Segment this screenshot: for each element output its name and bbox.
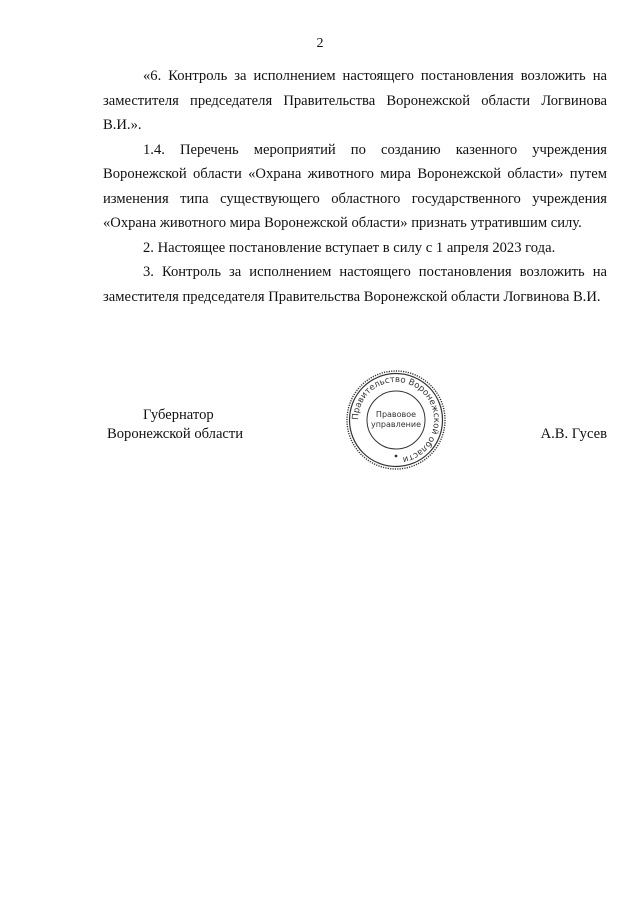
page-number: 2 (316, 36, 324, 51)
signatory-title: Губернатор (143, 407, 214, 423)
signatory-position (103, 406, 263, 444)
paragraph-2-effective-date: 2. Настоящее постановление вступает в силу с 1 апреля 2023 года. (143, 239, 556, 256)
signatory-name: А.В. Гусев (540, 426, 607, 442)
official-seal-stamp (344, 368, 448, 472)
stamp-center-line2: управление (370, 420, 422, 429)
paragraph-control-clause-6: «6. Контроль за исполнением настоящего постановления возложить на заместителя председателя Правительства Воронежской области Логвинова В.И.». (103, 68, 607, 133)
stamp-graphic (344, 368, 448, 472)
stamp-center-line1: Правовое (375, 410, 417, 419)
document-body (103, 64, 607, 309)
paragraph-3-control: 3. Контроль за исполнением настоящего постановления возложить на заместителя председателя Правительства Воронежской области Логвинова В.И. (103, 264, 607, 305)
stamp-star-dot (395, 455, 398, 458)
stamp-ring-text: Правительство Воронежской области (350, 374, 442, 465)
paragraph-1-4-list-void: 1.4. Перечень мероприятий по созданию казенного учреждения Воронежской области «Охрана животного мира Воронежской области» путем изменения типа существующего областного государственного учреждения «Охрана животного мира Воронежской области» признать утратившим силу. (103, 141, 607, 231)
signatory-region: Воронежской области (107, 426, 244, 442)
